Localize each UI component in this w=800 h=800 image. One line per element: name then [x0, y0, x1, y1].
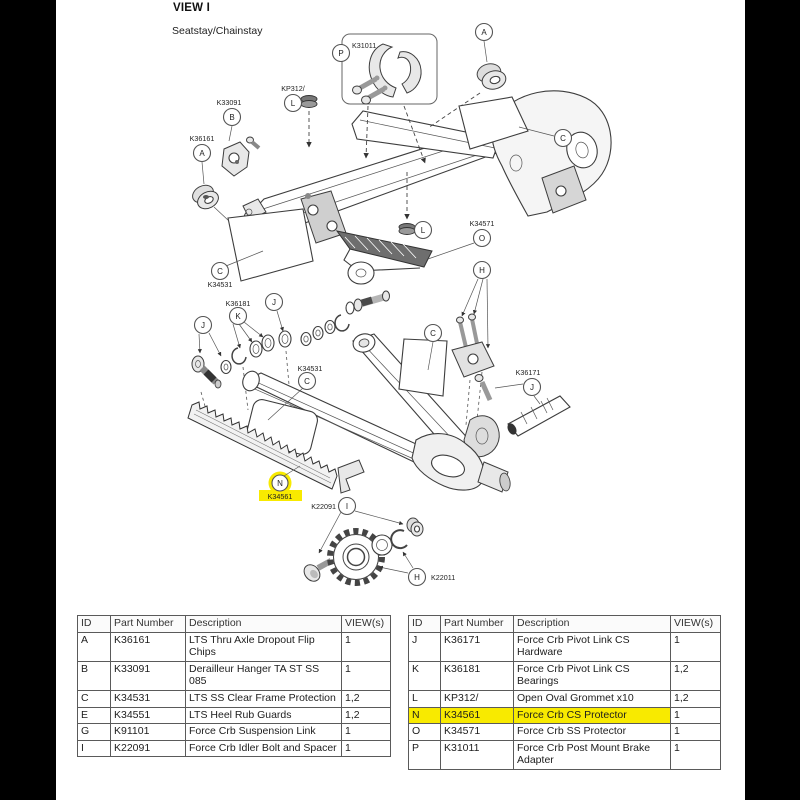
cell-id: K [409, 661, 441, 690]
cell-desc: Force Crb Post Mount Brake Adapter [514, 740, 671, 769]
cell-views: 1 [671, 707, 721, 724]
cell-part: K36161 [111, 632, 186, 661]
table-header-row [78, 616, 391, 633]
pivot-link-hardware [452, 279, 494, 430]
label-k22091: K22091 [311, 502, 336, 511]
cell-desc: Force Crb Idler Bolt and Spacer [186, 740, 342, 757]
table-row [409, 632, 721, 661]
svg-text:L: L [420, 225, 426, 235]
svg-text:C: C [304, 376, 310, 386]
cell-id: O [409, 724, 441, 741]
cell-part: KP312/ [441, 690, 514, 707]
cell-views: 1 [342, 632, 391, 661]
label-k34561: K34561 [267, 492, 293, 501]
svg-text:C: C [560, 133, 566, 143]
label-kp312: KP312/ [281, 84, 305, 93]
cell-desc: Open Oval Grommet x10 [514, 690, 671, 707]
cell-id: I [78, 740, 111, 757]
parts-table-right [408, 615, 721, 770]
cell-part: K31011 [441, 740, 514, 769]
callout-l-top [285, 95, 302, 112]
col-header-views: VIEW(s) [342, 616, 391, 633]
svg-text:N: N [277, 478, 283, 488]
cell-part: K34571 [441, 724, 514, 741]
label-k34531-left: K34531 [207, 280, 233, 289]
callout-p [333, 45, 350, 62]
cell-part: K33091 [111, 661, 186, 690]
cell-part: K36181 [441, 661, 514, 690]
pivot-bearings [232, 322, 274, 364]
callout-h-lower [409, 569, 426, 586]
callout-a-left [194, 145, 211, 162]
derailleur-hanger [222, 126, 259, 176]
svg-text:H: H [479, 265, 485, 275]
table-row [409, 661, 721, 690]
table-row [78, 724, 391, 741]
parts-table-left [77, 615, 391, 757]
cell-part: K34551 [111, 707, 186, 724]
page-subtitle: Seatstay/Chainstay [172, 25, 263, 37]
callout-j-left [195, 317, 212, 334]
svg-text:J: J [201, 320, 205, 330]
cell-desc: Force Crb Pivot Link CS Bearings [514, 661, 671, 690]
svg-text:H: H [414, 572, 420, 582]
callout-c-lower [299, 373, 316, 390]
cell-part: K34531 [111, 690, 186, 707]
col-header-part: Part Number [111, 616, 186, 633]
svg-text:J: J [272, 297, 276, 307]
table-row-highlighted [409, 707, 721, 724]
table-row [409, 690, 721, 707]
label-k36171: K36171 [515, 368, 541, 377]
cell-id: P [409, 740, 441, 769]
cell-desc: LTS Thru Axle Dropout Flip Chips [186, 632, 342, 661]
cell-part: K91101 [111, 724, 186, 741]
cell-desc: Force Crb CS Protector [514, 707, 671, 724]
callout-j-right [524, 379, 541, 396]
label-k36161: K36161 [189, 134, 215, 143]
cell-desc: LTS Heel Rub Guards [186, 707, 342, 724]
cell-views: 1,2 [342, 690, 391, 707]
svg-text:C: C [217, 266, 223, 276]
grommet-top [301, 96, 317, 148]
dropout-cluster [412, 416, 511, 492]
callout-c-right [555, 130, 572, 147]
svg-text:I: I [345, 501, 349, 511]
cell-views: 1 [342, 724, 391, 741]
callout-i [339, 498, 356, 515]
svg-text:L: L [290, 98, 296, 108]
table-header-row [409, 616, 721, 633]
table-row [78, 707, 391, 724]
frame-protection-sheet-left [226, 209, 313, 281]
cell-id: B [78, 661, 111, 690]
frame-protection-sheet-mid [399, 339, 447, 396]
callout-k [230, 308, 247, 325]
callout-b [224, 109, 241, 126]
cell-views: 1,2 [671, 661, 721, 690]
callout-c-left [212, 263, 229, 280]
cell-id: A [78, 632, 111, 661]
cell-id: N [409, 707, 441, 724]
cell-desc: LTS SS Clear Frame Protection [186, 690, 342, 707]
label-k34571: K34571 [469, 219, 495, 228]
callout-a-top [476, 24, 493, 41]
label-k33091: K33091 [216, 98, 242, 107]
callout-h-upper [474, 262, 491, 279]
table-row [78, 661, 391, 690]
callout-j-mid [266, 294, 283, 311]
table-row [78, 690, 391, 707]
svg-text:O: O [478, 233, 486, 243]
table-row [78, 632, 391, 661]
cell-views: 1 [671, 632, 721, 661]
cell-part: K22091 [111, 740, 186, 757]
table-row [409, 724, 721, 741]
cell-desc: Force Crb Suspension Link [186, 724, 342, 741]
cell-desc: Force Crb Pivot Link CS Hardware [514, 632, 671, 661]
callout-n [272, 475, 288, 491]
cell-id: E [78, 707, 111, 724]
cell-views: 1,2 [671, 690, 721, 707]
cell-views: 1 [342, 661, 391, 690]
cell-id: C [78, 690, 111, 707]
label-k34531-lower: K34531 [297, 364, 323, 373]
bearing-mid [277, 311, 291, 347]
svg-text:B: B [229, 112, 235, 122]
table-row [78, 740, 391, 757]
col-header-desc: Description [514, 616, 671, 633]
callout-c-mid [425, 325, 442, 342]
cell-part: K36171 [441, 632, 514, 661]
col-header-views: VIEW(s) [671, 616, 721, 633]
col-header-part: Part Number [441, 616, 514, 633]
label-k36181: K36181 [225, 299, 251, 308]
flip-chip-left [190, 162, 229, 221]
col-header-id: ID [78, 616, 111, 633]
cell-views: 1 [342, 740, 391, 757]
svg-text:A: A [199, 148, 205, 158]
table-row [409, 740, 721, 769]
col-header-desc: Description [186, 616, 342, 633]
label-k22011: K22011 [431, 573, 456, 582]
svg-text:K: K [235, 311, 241, 321]
cell-id: G [78, 724, 111, 741]
svg-text:C: C [430, 328, 436, 338]
cell-part: K34561 [441, 707, 514, 724]
cell-desc: Derailleur Hanger TA ST SS 085 [186, 661, 342, 690]
cell-id: L [409, 690, 441, 707]
cell-desc: Force Crb SS Protector [514, 724, 671, 741]
cell-views: 1,2 [342, 707, 391, 724]
page-title: VIEW I [173, 2, 210, 14]
label-k31011: K31011 [352, 41, 377, 50]
svg-text:J: J [530, 382, 534, 392]
pivot-axle-left [192, 333, 231, 388]
cell-views: 1 [671, 740, 721, 769]
idler-bearing [372, 518, 423, 555]
col-header-id: ID [409, 616, 441, 633]
callout-l-mid [415, 222, 432, 239]
svg-text:A: A [481, 27, 487, 37]
callout-o [474, 230, 491, 247]
svg-text:P: P [338, 48, 344, 58]
cell-id: J [409, 632, 441, 661]
ss-protector [337, 231, 474, 284]
cell-views: 1 [671, 724, 721, 741]
